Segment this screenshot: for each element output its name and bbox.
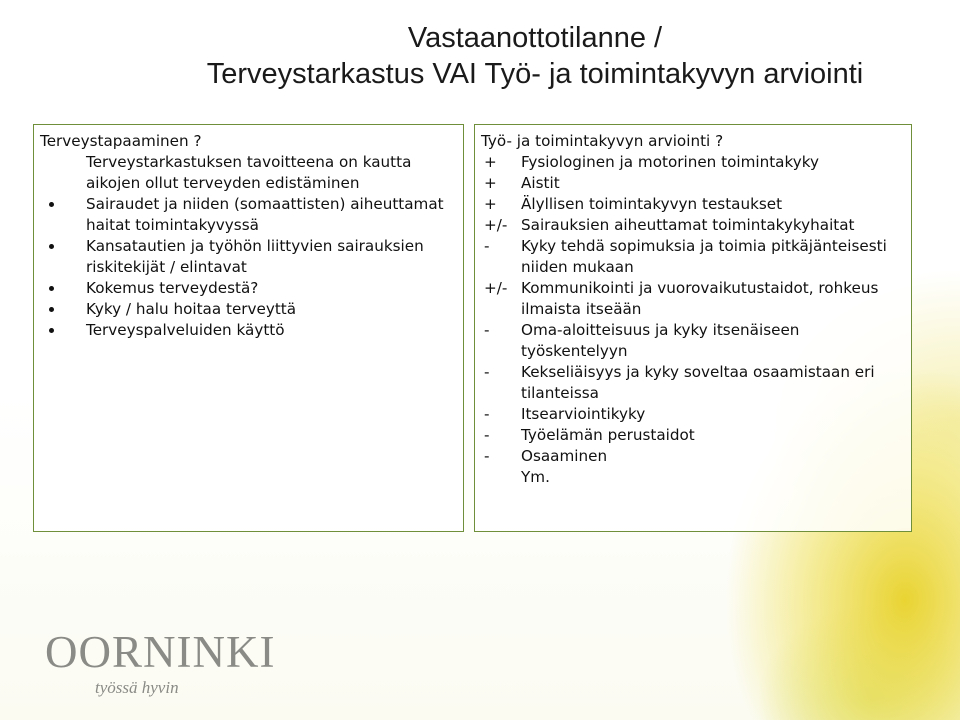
list-item <box>481 425 905 446</box>
list-item-mark: +/- <box>484 279 508 297</box>
list-item <box>481 215 905 236</box>
list-item-mark: - <box>484 321 490 339</box>
bullet-item: Sairaudet ja niiden (somaattisten) aiheuttamat haitat toimintakyvyssä <box>40 194 457 236</box>
list-item-text: Osaaminen <box>521 447 608 465</box>
list-item-text: Kyky tehdä sopimuksia ja toimia pitkäjänteisesti niiden mukaan <box>521 237 887 276</box>
list-item-mark <box>481 467 521 488</box>
list-item-mark: - <box>484 426 490 444</box>
list-item <box>481 404 905 425</box>
list-item-mark: + <box>484 195 497 213</box>
bullet-item: Kokemus terveydestä? <box>40 278 457 299</box>
list-item-text: Sairauksien aiheuttamat toimintakykyhaitat <box>521 216 855 234</box>
bullet-item: Kansatautien ja työhön liittyvien sairauksien riskitekijät / elintavat <box>40 236 457 278</box>
list-item-mark: - <box>484 405 490 423</box>
list-item-mark: - <box>484 237 490 255</box>
list-item-text: Ym. <box>521 468 550 486</box>
list-item-text: Älyllisen toimintakyvyn testaukset <box>521 195 783 213</box>
list-item <box>481 467 905 488</box>
list-item <box>481 236 905 278</box>
list-item <box>481 446 905 467</box>
list-item <box>481 320 905 362</box>
list-item-text: Kommunikointi ja vuorovaikutustaidot, rohkeus ilmaista itseään <box>521 279 879 318</box>
list-item-text: Oma-aloitteisuus ja kyky itsenäiseen työskentelyyn <box>521 321 800 360</box>
bullet-dot-icon <box>49 244 54 249</box>
list-item-mark: + <box>484 174 497 192</box>
health-check-bullet-list <box>40 194 457 341</box>
list-item-text: Kekseliäisyys ja kyky soveltaa osaamistaan eri tilanteissa <box>521 363 875 402</box>
list-item-mark: +/- <box>484 216 508 234</box>
list-item-text: Fysiologinen ja motorinen toimintakyky <box>521 153 819 171</box>
list-item <box>481 362 905 404</box>
list-item-mark: + <box>484 153 497 171</box>
slide-title <box>110 20 960 92</box>
list-item-mark: - <box>484 363 490 381</box>
health-check-subheading: Terveystarkastuksen tavoitteena on kautta aikojen ollut terveyden edistäminen <box>86 153 412 192</box>
list-item <box>481 194 905 215</box>
slide-title-line-2: Terveystarkastus VAI Työ- ja toimintakyvyn arviointi <box>206 58 864 90</box>
bullet-item: Kyky / halu hoitaa terveyttä <box>40 299 457 320</box>
health-check-box <box>33 124 464 532</box>
company-logo <box>45 627 276 698</box>
bullet-item: Terveyspalveluiden käyttö <box>40 320 457 341</box>
bullet-dot-icon <box>49 328 54 333</box>
list-item <box>481 173 905 194</box>
work-ability-list <box>481 152 905 488</box>
slide-title-line-1: Vastaanottotilanne / <box>407 22 663 54</box>
work-ability-box <box>474 124 912 532</box>
list-item-text: Työelämän perustaidot <box>521 426 695 444</box>
bullet-dot-icon <box>49 202 54 207</box>
bullet-dot-icon <box>49 286 54 291</box>
list-item <box>481 278 905 320</box>
work-ability-heading: Työ- ja toimintakyvyn arviointi ? <box>481 132 724 150</box>
logo-tagline: työssä hyvin <box>95 678 179 697</box>
list-item <box>481 152 905 173</box>
health-check-heading: Terveystapaaminen ? <box>40 132 202 150</box>
list-item-text: Itsearviointikyky <box>521 405 646 423</box>
list-item-text: Aistit <box>521 174 560 192</box>
bullet-dot-icon <box>49 307 54 312</box>
list-item-mark: - <box>484 447 490 465</box>
logo-wordmark: OORNINKI <box>45 627 276 677</box>
